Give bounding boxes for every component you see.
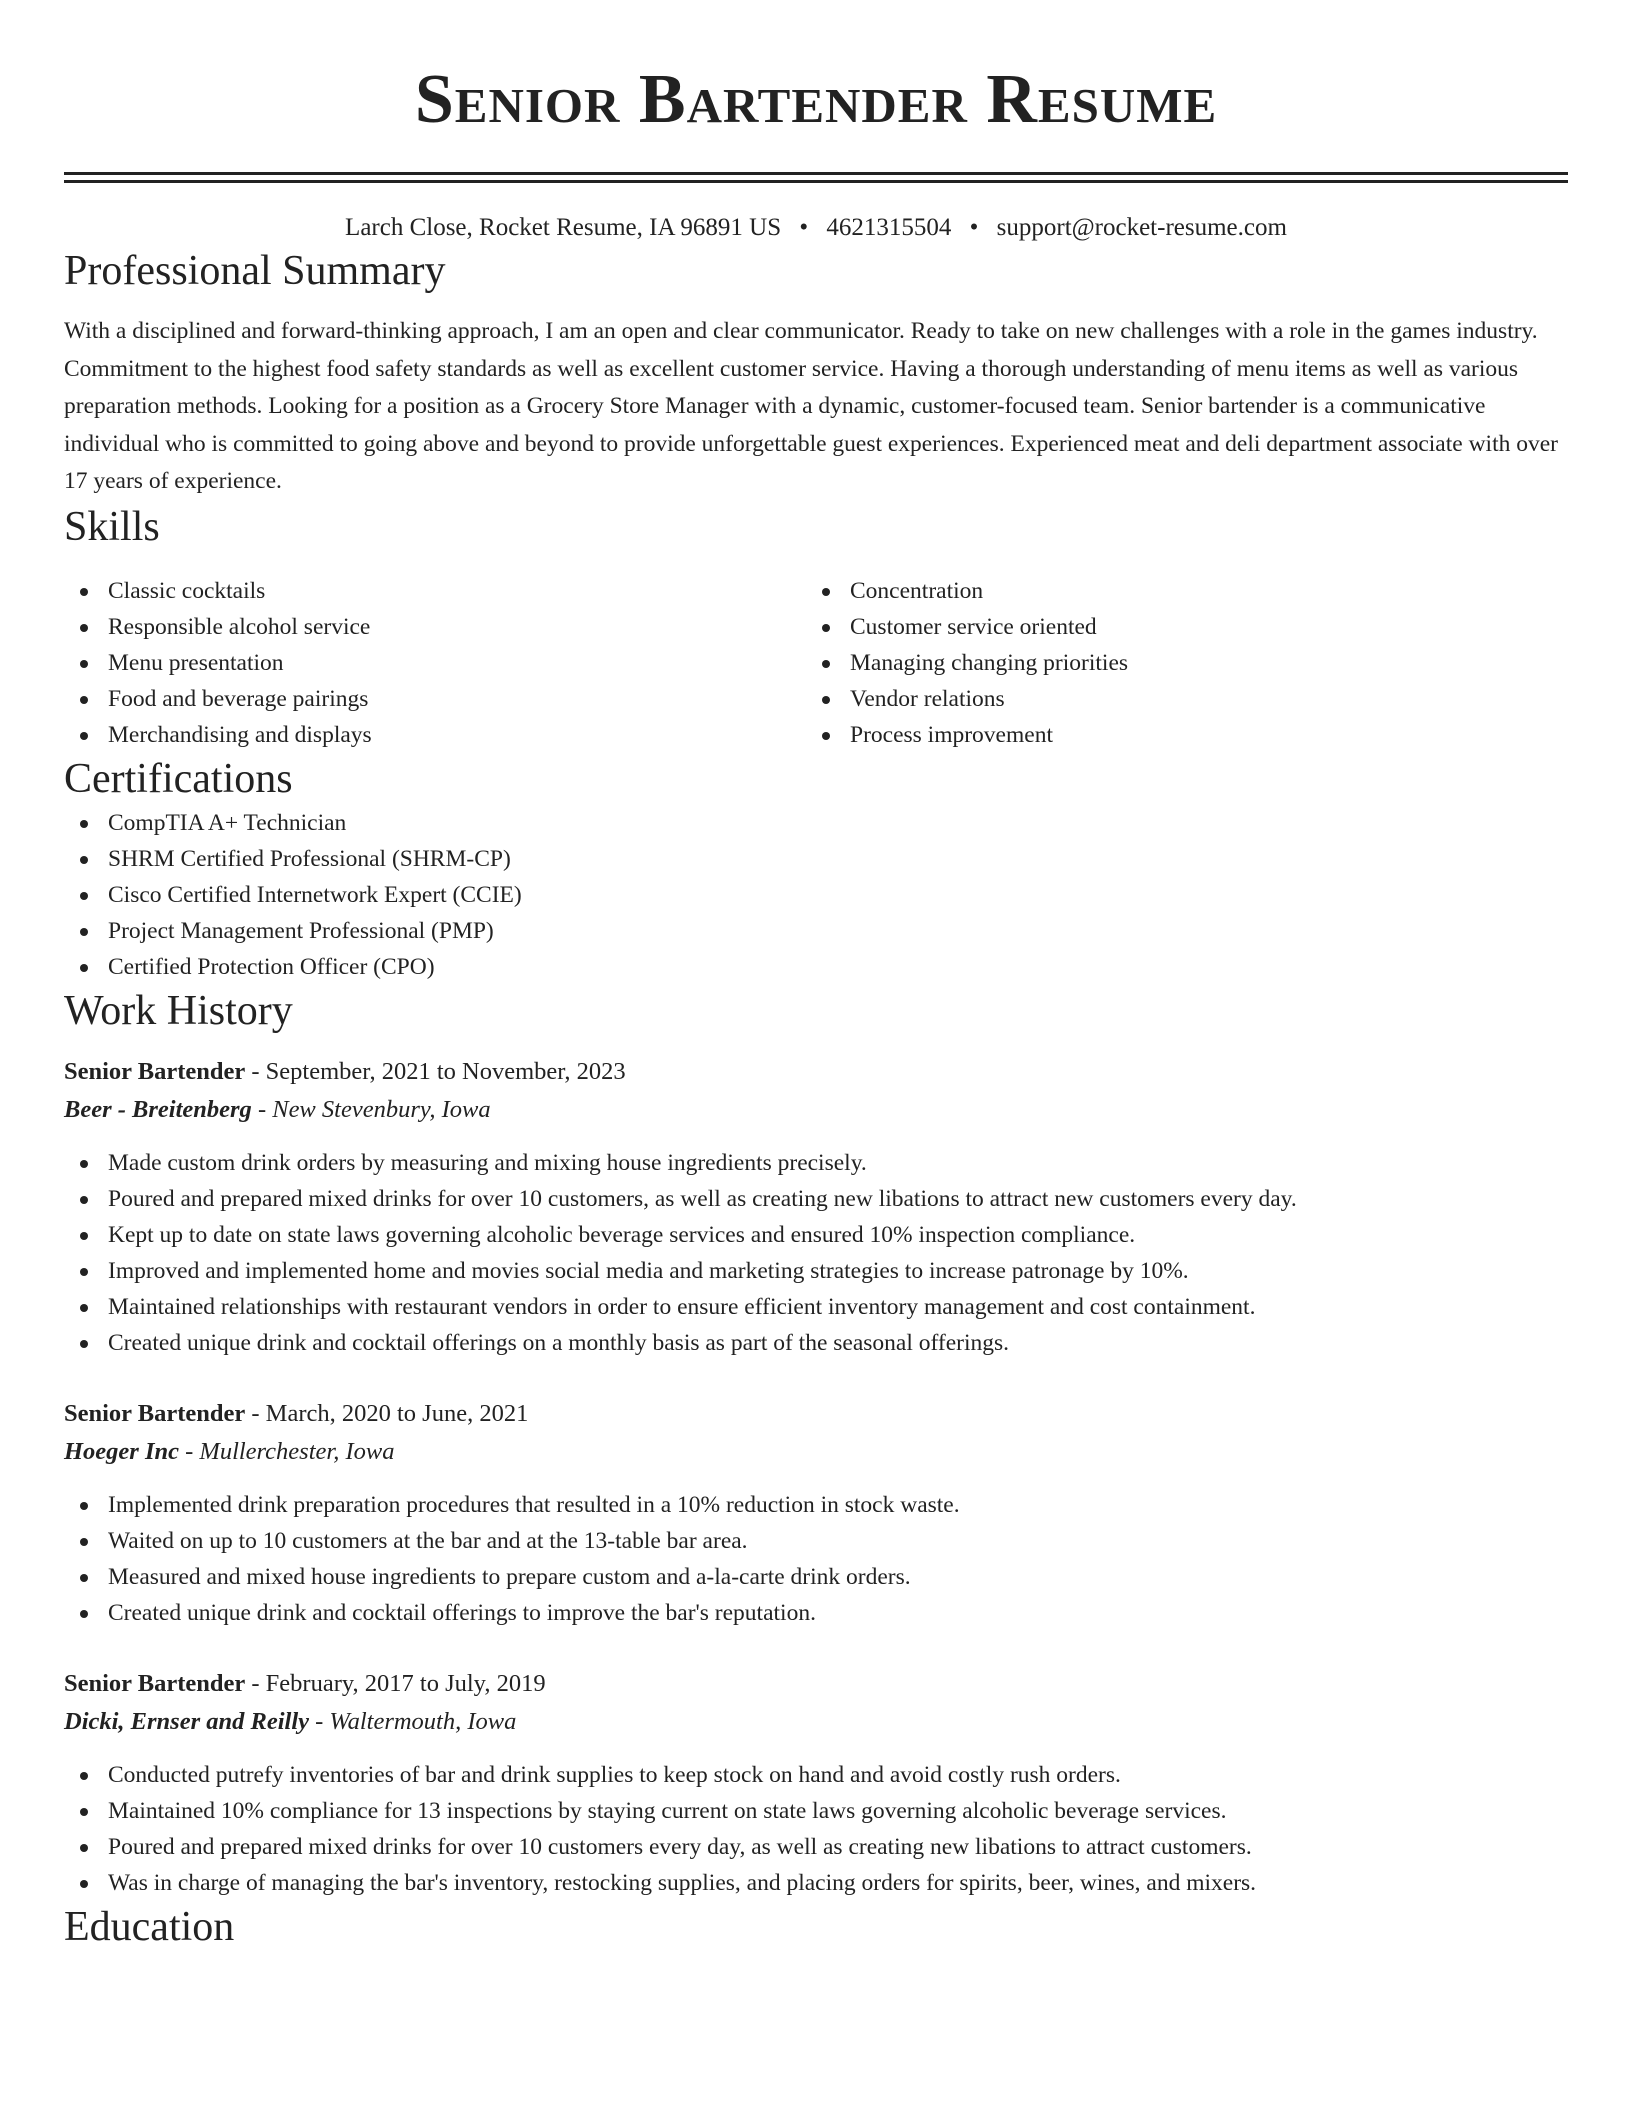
job-duty: Conducted putrefy inventories of bar and drink supplies to keep stock on hand and avoid costly rush orders. [64, 1757, 1568, 1793]
resume-page [64, 0, 1568, 1953]
title-divider [64, 172, 1568, 183]
certification-item: SHRM Certified Professional (SHRM-CP) [64, 841, 1568, 877]
job-duties [64, 1757, 1568, 1901]
skills-list-left [64, 573, 806, 753]
job-duty: Poured and prepared mixed drinks for over 10 customers every day, as well as creating new libations to attract customers. [64, 1829, 1568, 1865]
certification-item: CompTIA A+ Technician [64, 805, 1568, 841]
skill-item: Process improvement [806, 717, 1548, 753]
skill-item: Customer service oriented [806, 609, 1548, 645]
job-duty: Implemented drink preparation procedures that resulted in a 10% reduction in stock waste. [64, 1487, 1568, 1523]
job-duty: Measured and mixed house ingredients to prepare custom and a-la-carte drink orders. [64, 1559, 1568, 1595]
skills-columns [64, 573, 1568, 753]
contact-email: support@rocket-resume.com [996, 214, 1287, 241]
job-entry [64, 1665, 1568, 1901]
resume-title: Senior Bartender Resume [414, 61, 1218, 138]
job-duties [64, 1487, 1568, 1631]
skill-item: Menu presentation [64, 645, 806, 681]
job-duty: Created unique drink and cocktail offerings to improve the bar's reputation. [64, 1595, 1568, 1631]
skill-item: Merchandising and displays [64, 717, 806, 753]
job-duty: Created unique drink and cocktail offerings on a monthly basis as part of the seasonal offerings. [64, 1325, 1568, 1361]
work-history-heading: Work History [64, 987, 293, 1034]
job-location: - Mullerchester, Iowa [179, 1437, 395, 1465]
job-dates: - September, 2021 to November, 2023 [245, 1057, 626, 1085]
skill-item: Managing changing priorities [806, 645, 1548, 681]
job-duty: Improved and implemented home and movies social media and marketing strategies to increase patronage by 10%. [64, 1253, 1568, 1289]
job-dates: - February, 2017 to July, 2019 [245, 1669, 546, 1697]
job-company-line [64, 1703, 1568, 1741]
job-duty: Maintained relationships with restaurant vendors in order to ensure efficient inventory management and cost containment. [64, 1289, 1568, 1325]
skill-item: Vendor relations [806, 681, 1548, 717]
job-company: Dicki, Ernser and Reilly [64, 1707, 310, 1735]
job-title: Senior Bartender [64, 1057, 246, 1085]
job-duty: Poured and prepared mixed drinks for over 10 customers, as well as creating new libations to attract new customers every day. [64, 1181, 1568, 1217]
job-duty: Kept up to date on state laws governing alcoholic beverage services and ensured 10% inspection compliance. [64, 1217, 1568, 1253]
skill-item: Concentration [806, 573, 1548, 609]
contact-separator: • [969, 214, 979, 241]
skill-item: Food and beverage pairings [64, 681, 806, 717]
job-duties [64, 1145, 1568, 1361]
certification-item: Project Management Professional (PMP) [64, 913, 1568, 949]
summary-text: With a disciplined and forward-thinking approach, I am an open and clear communicator. Ready to take on new challenges with a role in the games industry. Commitment to the highest food safety standards as well as excellent customer service. Having a thorough understanding of menu items as well as various preparation methods. Looking for a position as a Grocery Store Manager with a dynamic, customer-focused team. Senior bartender is a communicative individual who is committed to going above and beyond to provide unforgettable guest experiences. Experienced meat and deli department associate with over 17 years of experience. [64, 318, 1558, 494]
job-company-line [64, 1433, 1568, 1471]
summary-heading: Professional Summary [64, 248, 446, 294]
job-duty: Maintained 10% compliance for 13 inspections by staying current on state laws governing alcoholic beverage services. [64, 1793, 1568, 1829]
education-heading: Education [64, 1903, 235, 1950]
contact-phone: 4621315504 [826, 214, 952, 241]
job-title: Senior Bartender [64, 1399, 246, 1427]
skill-item: Responsible alcohol service [64, 609, 806, 645]
certifications-list [64, 805, 1568, 985]
contact-separator: • [799, 214, 809, 241]
job-duty: Was in charge of managing the bar's inventory, restocking supplies, and placing orders for spirits, beer, wines, and mixers. [64, 1865, 1568, 1901]
job-location: - New Stevenbury, Iowa [251, 1095, 491, 1123]
contact-line [64, 211, 1568, 245]
skills-list-right [806, 573, 1548, 753]
job-company: Hoeger Inc [64, 1437, 179, 1465]
job-company: Beer - Breitenberg [64, 1095, 252, 1123]
job-title-line [64, 1395, 1568, 1433]
job-location: - Waltermouth, Iowa [309, 1707, 517, 1735]
job-entry [64, 1395, 1568, 1631]
contact-address: Larch Close, Rocket Resume, IA 96891 US [345, 214, 782, 241]
job-title: Senior Bartender [64, 1669, 246, 1697]
job-company-line [64, 1091, 1568, 1129]
job-dates: - March, 2020 to June, 2021 [245, 1399, 529, 1427]
job-title-line [64, 1053, 1568, 1091]
skill-item: Classic cocktails [64, 573, 806, 609]
certification-item: Cisco Certified Internetwork Expert (CCIE) [64, 877, 1568, 913]
job-duty: Made custom drink orders by measuring and mixing house ingredients precisely. [64, 1145, 1568, 1181]
job-entry [64, 1053, 1568, 1361]
job-duty: Waited on up to 10 customers at the bar and at the 13-table bar area. [64, 1523, 1568, 1559]
skills-heading: Skills [64, 503, 160, 550]
certifications-heading: Certifications [64, 755, 293, 802]
certification-item: Certified Protection Officer (CPO) [64, 949, 1568, 985]
job-title-line [64, 1665, 1568, 1703]
